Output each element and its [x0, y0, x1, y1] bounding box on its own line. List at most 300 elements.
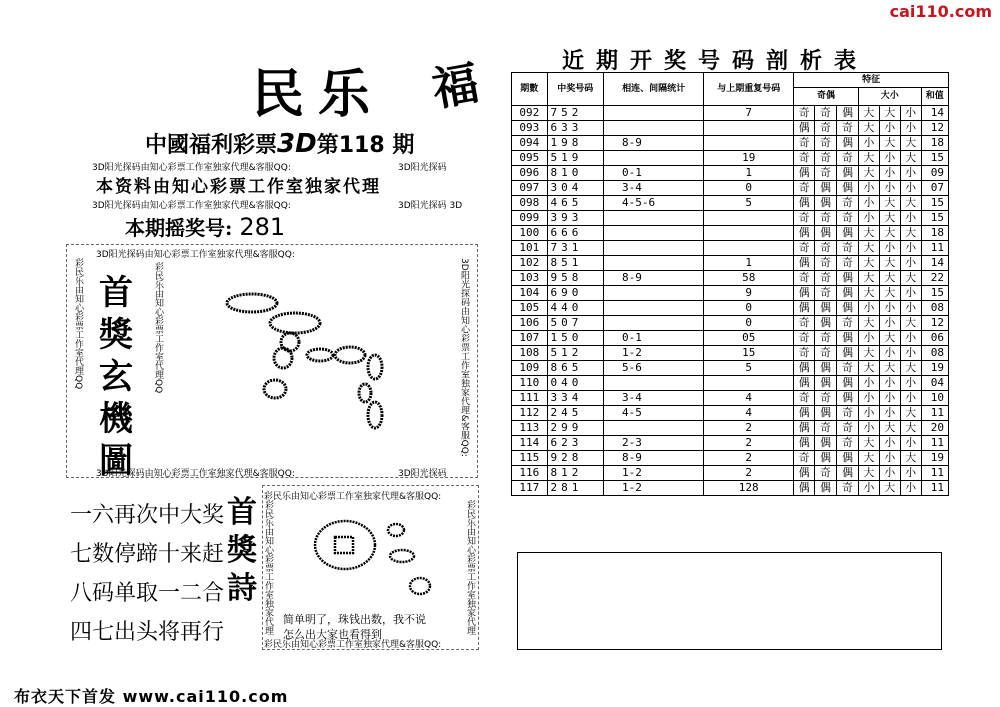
cell-oddeven: 偶: [837, 451, 859, 466]
cell-sum: 12: [921, 316, 948, 331]
cell-span: 5-6: [603, 361, 703, 376]
table-row: [512, 106, 949, 121]
cell-oddeven: 偶: [815, 226, 837, 241]
cell-sum: 08: [921, 346, 948, 361]
cell-issue: 112: [512, 406, 548, 421]
table-row: [512, 226, 949, 241]
cell-bigsmall: 小: [858, 481, 879, 496]
cell-oddeven: 奇: [837, 256, 859, 271]
cell-span: [603, 376, 703, 391]
brand-title: 民乐: [252, 64, 385, 125]
cell-issue: 094: [512, 136, 548, 151]
cell-span: 8-9: [603, 271, 703, 286]
cell-oddeven: 奇: [815, 346, 837, 361]
table-row: [512, 391, 949, 406]
issue-number: 第118: [316, 133, 385, 158]
table-row: [512, 346, 949, 361]
poem-lines: [70, 496, 224, 652]
cell-bigsmall: 小: [879, 376, 900, 391]
coin-shape-10: [368, 402, 382, 428]
table-row: [512, 451, 949, 466]
cell-oddeven: 奇: [815, 241, 837, 256]
table-row: [512, 211, 949, 226]
poem-note: [283, 612, 426, 642]
cell-oddeven: 偶: [837, 301, 859, 316]
cell-bigsmall: 小: [858, 196, 879, 211]
cell-oddeven: 奇: [815, 421, 837, 436]
cell-repeat: [704, 376, 794, 391]
coin-shape-6: [335, 347, 365, 363]
cell-oddeven: 偶: [815, 181, 837, 196]
note-line: 怎么出大家也看得到: [283, 628, 382, 641]
cell-sum: 15: [921, 286, 948, 301]
puzzle-right-text: 3D阳光探码由知心彩票工作室独家代理&客服QQ:: [459, 258, 469, 457]
draw-label: 本期摇奖号:: [125, 216, 233, 240]
cell-bigsmall: 大: [879, 226, 900, 241]
cell-bigsmall: 小: [879, 466, 900, 481]
table-row: [512, 316, 949, 331]
puzzle-title: 首獎玄機圖: [99, 273, 133, 481]
cell-span: 1-2: [603, 466, 703, 481]
cell-oddeven: 偶: [837, 136, 859, 151]
cell-number: 519: [547, 151, 603, 166]
table-row: [512, 361, 949, 376]
cell-oddeven: 偶: [794, 256, 815, 271]
cell-number: 633: [547, 121, 603, 136]
cell-bigsmall: 小: [879, 166, 900, 181]
table-row: [512, 376, 949, 391]
cell-bigsmall: 小: [900, 166, 921, 181]
cell-oddeven: 偶: [837, 271, 859, 286]
cell-bigsmall: 大: [879, 361, 900, 376]
cell-issue: 092: [512, 106, 548, 121]
cell-bigsmall: 大: [858, 451, 879, 466]
cell-issue: 103: [512, 271, 548, 286]
cell-issue: 100: [512, 226, 548, 241]
cell-bigsmall: 小: [900, 376, 921, 391]
cell-bigsmall: 大: [858, 466, 879, 481]
cell-bigsmall: 大: [879, 256, 900, 271]
cell-sum: 11: [921, 436, 948, 451]
coin-shape-1: [227, 294, 277, 312]
cell-number: 198: [547, 136, 603, 151]
cell-sum: 11: [921, 466, 948, 481]
table-row: [512, 121, 949, 136]
cell-oddeven: 偶: [794, 481, 815, 496]
coin-shape-8: [359, 384, 371, 402]
cell-span: 2-3: [603, 436, 703, 451]
table-row: [512, 286, 949, 301]
cell-oddeven: 偶: [815, 406, 837, 421]
cell-bigsmall: 大: [900, 271, 921, 286]
cell-bigsmall: 小: [900, 181, 921, 196]
cell-repeat: 128: [704, 481, 794, 496]
cell-bigsmall: 大: [879, 211, 900, 226]
header-bigsmall: 大小: [858, 88, 921, 106]
cell-sum: 18: [921, 136, 948, 151]
footer-link[interactable]: 布衣天下首发 www.cai110.com: [14, 687, 289, 706]
cell-number: 690: [547, 286, 603, 301]
cell-oddeven: 奇: [837, 316, 859, 331]
cell-number: 245: [547, 406, 603, 421]
cell-span: [603, 241, 703, 256]
cell-oddeven: 偶: [815, 196, 837, 211]
cell-bigsmall: 大: [879, 331, 900, 346]
cell-issue: 111: [512, 391, 548, 406]
table-row: [512, 466, 949, 481]
cell-span: [603, 121, 703, 136]
cell-bigsmall: 小: [858, 136, 879, 151]
cell-bigsmall: 大: [879, 271, 900, 286]
coin-hole: [335, 537, 353, 553]
cell-oddeven: 偶: [794, 286, 815, 301]
cell-oddeven: 偶: [815, 451, 837, 466]
table-row: [512, 136, 949, 151]
cell-bigsmall: 小: [879, 346, 900, 361]
cell-bigsmall: 小: [900, 106, 921, 121]
poem-box-top-text: 彩民乐由知心彩票工作室独家代理&客服QQ:: [264, 492, 442, 502]
cell-number: 810: [547, 166, 603, 181]
cell-repeat: 0: [704, 301, 794, 316]
cell-issue: 101: [512, 241, 548, 256]
cell-repeat: 0: [704, 181, 794, 196]
poem-title: 首獎詩: [227, 495, 257, 606]
cell-issue: 109: [512, 361, 548, 376]
cell-sum: 07: [921, 181, 948, 196]
cell-oddeven: 偶: [815, 316, 837, 331]
cell-span: [603, 256, 703, 271]
cell-oddeven: 偶: [815, 436, 837, 451]
cell-bigsmall: 小: [858, 211, 879, 226]
cell-span: 8-9: [603, 451, 703, 466]
cell-bigsmall: 大: [858, 436, 879, 451]
cell-sum: 11: [921, 406, 948, 421]
cell-span: [603, 151, 703, 166]
cell-oddeven: 奇: [815, 331, 837, 346]
cell-number: 281: [547, 481, 603, 496]
cell-number: 507: [547, 316, 603, 331]
cell-bigsmall: 大: [858, 286, 879, 301]
cell-repeat: 2: [704, 466, 794, 481]
cell-oddeven: 奇: [794, 241, 815, 256]
cell-bigsmall: 小: [879, 301, 900, 316]
table-row: [512, 241, 949, 256]
cell-repeat: 1: [704, 256, 794, 271]
header-oddeven: 奇偶: [794, 88, 859, 106]
poem-line: 七数停蹄十来赶: [70, 542, 225, 567]
cell-issue: 102: [512, 256, 548, 271]
cell-oddeven: 偶: [815, 481, 837, 496]
cell-oddeven: 偶: [837, 226, 859, 241]
table-row: [512, 436, 949, 451]
poem-box-bottom-text: 彩民乐由知心彩票工作室独家代理&客服QQ:: [264, 640, 442, 650]
cell-bigsmall: 小: [879, 436, 900, 451]
cell-oddeven: 偶: [794, 121, 815, 136]
cell-oddeven: 奇: [794, 346, 815, 361]
cell-issue: 093: [512, 121, 548, 136]
cell-oddeven: 奇: [815, 211, 837, 226]
cell-oddeven: 偶: [794, 436, 815, 451]
cell-number: 440: [547, 301, 603, 316]
header-number: 中奖号码: [547, 73, 603, 106]
cell-number: 731: [547, 241, 603, 256]
cell-bigsmall: 大: [879, 106, 900, 121]
coin-shape-7: [368, 355, 382, 379]
cell-span: [603, 106, 703, 121]
cell-oddeven: 偶: [837, 346, 859, 361]
cell-issue: 106: [512, 316, 548, 331]
cell-number: 393: [547, 211, 603, 226]
cell-repeat: 2: [704, 436, 794, 451]
cell-bigsmall: 大: [858, 361, 879, 376]
cell-number: 752: [547, 106, 603, 121]
cell-oddeven: 奇: [837, 421, 859, 436]
cell-bigsmall: 大: [900, 151, 921, 166]
cell-oddeven: 奇: [837, 436, 859, 451]
cell-repeat: 15: [704, 346, 794, 361]
cell-bigsmall: 小: [900, 346, 921, 361]
cell-issue: 095: [512, 151, 548, 166]
cell-repeat: [704, 211, 794, 226]
cell-bigsmall: 大: [858, 271, 879, 286]
cell-sum: 11: [921, 481, 948, 496]
cell-repeat: 9: [704, 286, 794, 301]
cell-bigsmall: 小: [900, 331, 921, 346]
cell-repeat: 58: [704, 271, 794, 286]
cell-oddeven: 偶: [837, 286, 859, 301]
cell-sum: 14: [921, 256, 948, 271]
cell-oddeven: 偶: [837, 391, 859, 406]
cell-oddeven: 偶: [794, 361, 815, 376]
cell-oddeven: 奇: [837, 196, 859, 211]
cell-bigsmall: 大: [858, 241, 879, 256]
cell-sum: 09: [921, 166, 948, 181]
cell-issue: 115: [512, 451, 548, 466]
cell-span: [603, 226, 703, 241]
issue-suffix: 期: [392, 133, 415, 158]
cell-oddeven: 奇: [794, 316, 815, 331]
poem-coin-drawing: [310, 510, 460, 610]
cell-bigsmall: 大: [879, 481, 900, 496]
issue-heading: [145, 128, 414, 159]
cell-oddeven: 偶: [837, 106, 859, 121]
cell-bigsmall: 大: [879, 196, 900, 211]
cell-number: 299: [547, 421, 603, 436]
cell-issue: 110: [512, 376, 548, 391]
banner-bottom-text: 3D阳光探码由知心彩票工作室独家代理&客服QQ:: [92, 201, 291, 211]
cell-sum: 15: [921, 151, 948, 166]
small-coin-2: [390, 550, 414, 562]
cell-oddeven: 偶: [794, 166, 815, 181]
cell-bigsmall: 大: [900, 421, 921, 436]
cell-number: 851: [547, 256, 603, 271]
cell-oddeven: 偶: [794, 196, 815, 211]
cell-number: 150: [547, 331, 603, 346]
poem-line: 四七出头将再行: [70, 620, 225, 645]
issue-game: 3D: [277, 129, 317, 159]
big-coin: [315, 521, 375, 569]
cell-oddeven: 奇: [794, 451, 815, 466]
table-row: [512, 301, 949, 316]
cell-repeat: 05: [704, 331, 794, 346]
cell-sum: 04: [921, 376, 948, 391]
cell-oddeven: 偶: [815, 376, 837, 391]
cell-oddeven: 奇: [815, 466, 837, 481]
cell-number: 334: [547, 391, 603, 406]
cell-bigsmall: 小: [858, 421, 879, 436]
cell-repeat: 5: [704, 196, 794, 211]
coin-puzzle-drawing: [215, 285, 415, 435]
cell-repeat: 1: [704, 166, 794, 181]
cell-span: 8-9: [603, 136, 703, 151]
cell-number: 958: [547, 271, 603, 286]
cell-bigsmall: 小: [879, 181, 900, 196]
table-row: [512, 406, 949, 421]
cell-number: 623: [547, 436, 603, 451]
cell-bigsmall: 小: [900, 391, 921, 406]
cell-oddeven: 偶: [837, 166, 859, 181]
cell-bigsmall: 大: [900, 451, 921, 466]
draw-number: [125, 212, 285, 241]
cell-sum: 15: [921, 211, 948, 226]
cell-bigsmall: 大: [858, 346, 879, 361]
cell-span: 4-5: [603, 406, 703, 421]
cell-oddeven: 奇: [794, 211, 815, 226]
cell-oddeven: 偶: [794, 421, 815, 436]
table-row: [512, 151, 949, 166]
cell-repeat: 4: [704, 406, 794, 421]
cell-bigsmall: 小: [879, 316, 900, 331]
table-row: [512, 166, 949, 181]
coin-shape-4: [274, 348, 292, 368]
cell-span: 3-4: [603, 181, 703, 196]
puzzle-bottom-text: 3D阳光探码由知心彩票工作室独家代理&客服QQ:: [96, 469, 295, 479]
cell-oddeven: 奇: [794, 331, 815, 346]
cell-issue: 098: [512, 196, 548, 211]
header-feature: 特征: [794, 73, 949, 88]
cell-oddeven: 奇: [837, 211, 859, 226]
cell-oddeven: 奇: [815, 166, 837, 181]
cell-oddeven: 偶: [837, 466, 859, 481]
cell-sum: 08: [921, 301, 948, 316]
small-coin-1: [388, 524, 404, 536]
cell-oddeven: 奇: [815, 106, 837, 121]
poem-box-left-text: 彩民乐由知心彩票工作室独家代理: [263, 500, 273, 635]
cell-sum: 14: [921, 106, 948, 121]
cell-issue: 113: [512, 421, 548, 436]
cell-number: 040: [547, 376, 603, 391]
cell-repeat: [704, 136, 794, 151]
cell-sum: 19: [921, 451, 948, 466]
cell-bigsmall: 小: [900, 286, 921, 301]
poem-box-right-text: 彩民乐由知心彩票工作室独家代理: [465, 500, 475, 635]
cell-oddeven: 奇: [794, 106, 815, 121]
cell-number: 928: [547, 451, 603, 466]
cell-oddeven: 奇: [837, 406, 859, 421]
cell-bigsmall: 小: [900, 211, 921, 226]
cell-bigsmall: 小: [858, 181, 879, 196]
coin-shape-9: [264, 380, 286, 398]
cell-oddeven: 奇: [794, 391, 815, 406]
cell-sum: 06: [921, 331, 948, 346]
header-repeat: 与上期重复号码: [704, 73, 794, 106]
cell-bigsmall: 小: [879, 241, 900, 256]
cell-number: 304: [547, 181, 603, 196]
cell-oddeven: 奇: [815, 151, 837, 166]
cell-oddeven: 奇: [794, 271, 815, 286]
cell-bigsmall: 小: [858, 376, 879, 391]
cell-oddeven: 奇: [815, 136, 837, 151]
table-row: [512, 481, 949, 496]
cell-issue: 117: [512, 481, 548, 496]
cell-oddeven: 偶: [794, 301, 815, 316]
fu-character: 福: [428, 55, 483, 117]
coin-shape-5: [307, 349, 333, 361]
cell-span: [603, 286, 703, 301]
cell-oddeven: 奇: [837, 121, 859, 136]
cell-bigsmall: 小: [900, 436, 921, 451]
draw-value: 281: [239, 213, 286, 241]
cell-bigsmall: 小: [879, 121, 900, 136]
cell-repeat: 0: [704, 316, 794, 331]
header-issue: 期數: [512, 73, 548, 106]
cell-oddeven: 偶: [837, 181, 859, 196]
puzzle-left-text: 彩民乐由知心彩票工作室代理QQ: [73, 258, 83, 390]
puzzle-inner-text: 彩民乐由知心彩票工作室代理QQ: [153, 262, 163, 394]
cell-bigsmall: 小: [900, 466, 921, 481]
cell-oddeven: 奇: [794, 151, 815, 166]
cell-span: [603, 211, 703, 226]
small-coin-3: [410, 578, 430, 594]
cell-repeat: 19: [704, 151, 794, 166]
cell-bigsmall: 大: [879, 421, 900, 436]
cell-span: [603, 316, 703, 331]
cell-bigsmall: 大: [858, 226, 879, 241]
cell-oddeven: 奇: [794, 136, 815, 151]
cell-sum: 11: [921, 241, 948, 256]
header-sum: 和值: [921, 88, 948, 106]
cell-bigsmall: 大: [858, 121, 879, 136]
cell-number: 465: [547, 196, 603, 211]
cell-number: 865: [547, 361, 603, 376]
cell-bigsmall: 大: [900, 136, 921, 151]
cell-repeat: 5: [704, 361, 794, 376]
site-watermark: cai110.com: [889, 2, 992, 21]
cell-sum: 12: [921, 121, 948, 136]
cell-oddeven: 奇: [815, 286, 837, 301]
cell-oddeven: 偶: [837, 331, 859, 346]
table-row: [512, 331, 949, 346]
cell-bigsmall: 小: [900, 481, 921, 496]
cell-oddeven: 奇: [794, 181, 815, 196]
cell-bigsmall: 小: [858, 331, 879, 346]
cell-issue: 096: [512, 166, 548, 181]
cell-issue: 107: [512, 331, 548, 346]
cell-sum: 15: [921, 196, 948, 211]
table-row: [512, 421, 949, 436]
table-title: 近期开奖号码剖析表: [562, 48, 869, 74]
cell-bigsmall: 大: [900, 406, 921, 421]
note-line: 简单明了，珠钱出数，我不说: [283, 613, 426, 626]
cell-span: [603, 301, 703, 316]
cell-span: 0-1: [603, 331, 703, 346]
cell-bigsmall: 大: [858, 316, 879, 331]
cell-bigsmall: 小: [900, 121, 921, 136]
cell-number: 512: [547, 346, 603, 361]
cell-issue: 108: [512, 346, 548, 361]
cell-issue: 105: [512, 301, 548, 316]
cell-issue: 097: [512, 181, 548, 196]
